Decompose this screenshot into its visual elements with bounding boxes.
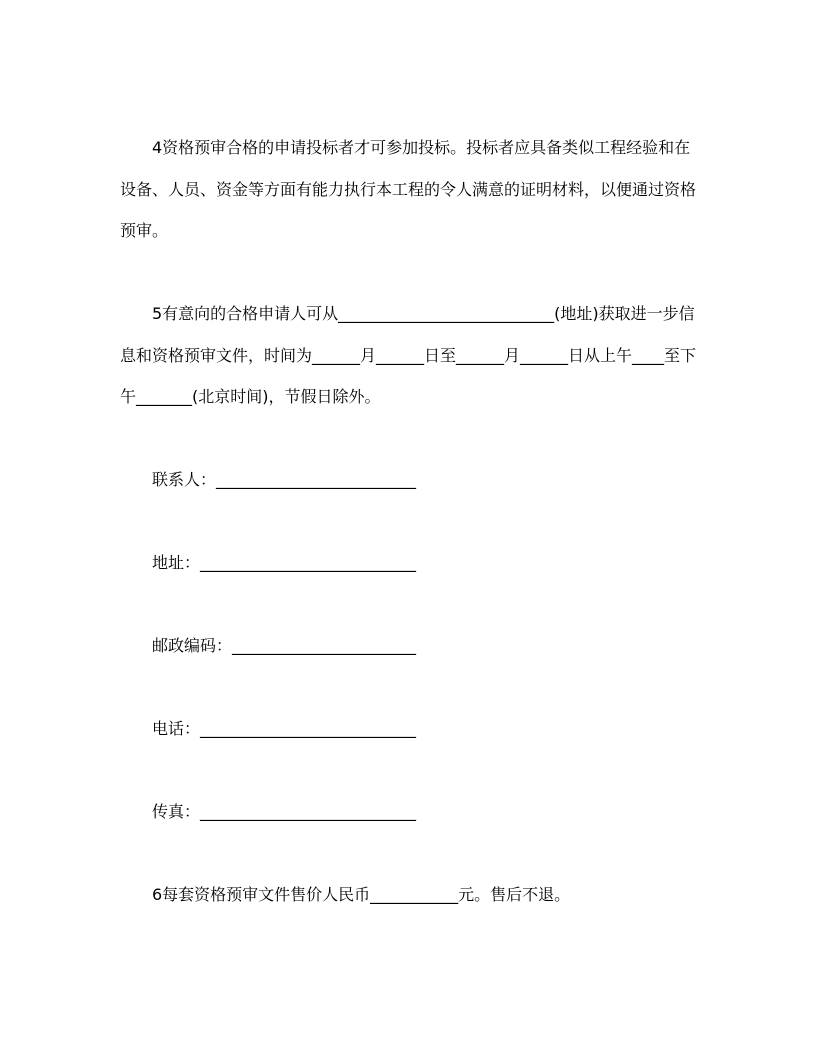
phone-row — [120, 708, 696, 750]
postal-code-label: 邮政编码： — [152, 636, 233, 655]
contact-person-row — [120, 459, 696, 501]
contact-person-blank[interactable]: _________________________ — [216, 470, 417, 489]
postal-code-blank[interactable]: _______________________ — [232, 636, 417, 655]
fax-blank[interactable]: ___________________________ — [200, 802, 417, 821]
address-label: 地址： — [152, 553, 201, 572]
paragraph-obtain-documents: 5有意向的合格申请人可从___________________________(地址)获取进一步信息和资格预审文件，时间为______月______日至______月______日从上午____至下午_______(北京时间)，节假日除外。 — [120, 304, 697, 406]
paragraph-document-price: 6每套资格预审文件售价人民币___________元。售后不退。 — [152, 885, 571, 904]
postal-code-row — [120, 625, 696, 667]
fax-label: 传真： — [152, 802, 201, 821]
address-row — [120, 542, 696, 584]
contact-person-label: 联系人： — [152, 470, 217, 489]
phone-label: 电话： — [152, 719, 201, 738]
fax-row — [120, 791, 696, 833]
address-blank[interactable]: ___________________________ — [200, 553, 417, 572]
paragraph-qualification-requirements: 4资格预审合格的申请投标者才可参加投标。投标者应具备类似工程经验和在设备、人员、资金等方面有能力执行本工程的令人满意的证明材料，以便通过资格预审。 — [120, 138, 697, 240]
phone-blank[interactable]: ___________________________ — [200, 719, 417, 738]
